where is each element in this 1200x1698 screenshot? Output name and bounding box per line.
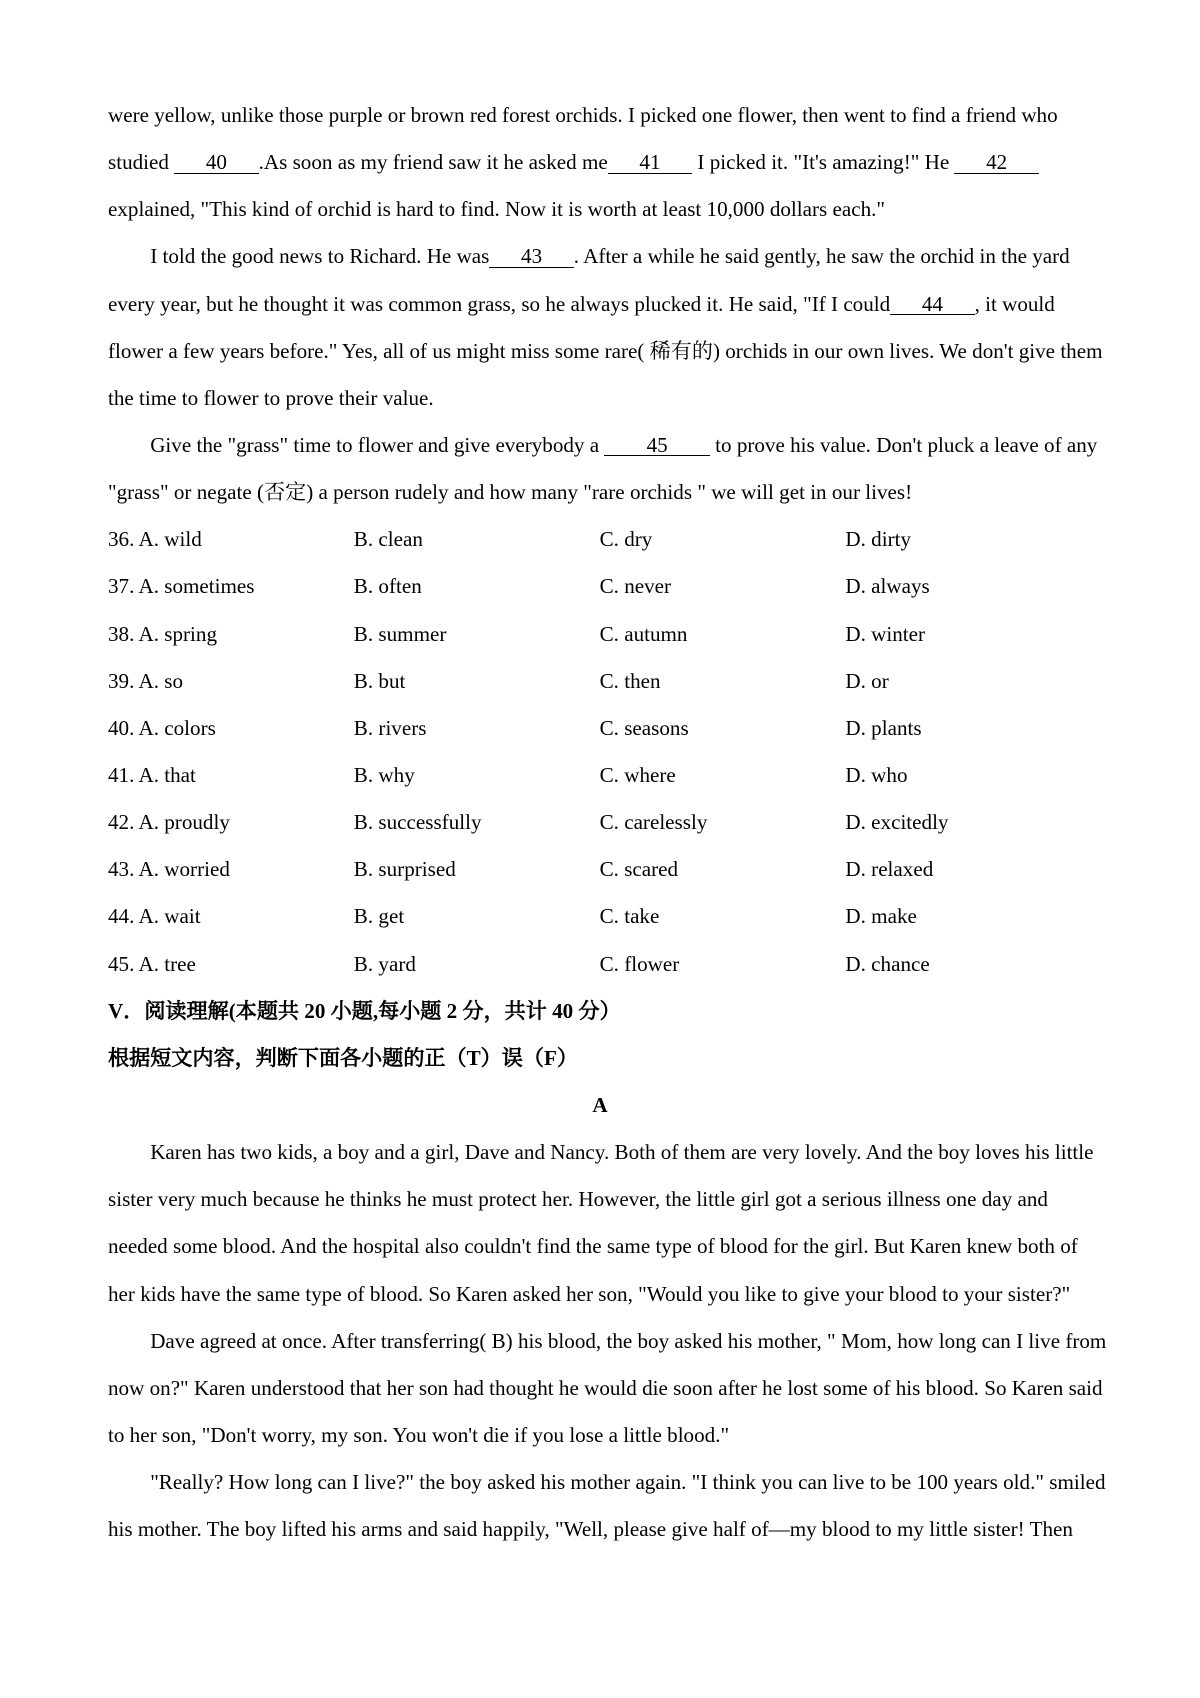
question-number: 41. — [108, 762, 135, 787]
text-segment: Dave agreed at once. After transferring( B) his blood, the boy asked his mother, " Mom, how long can I live from — [150, 1328, 1107, 1353]
option-d: D. chance — [845, 951, 930, 976]
option-cell-d — [845, 846, 1091, 893]
option-row — [108, 893, 1092, 940]
text-segment: the time to flower to prove their value. — [108, 385, 434, 410]
option-a: A. worried — [138, 857, 230, 882]
paragraph — [108, 92, 1092, 233]
text-segment: "Really? How long can I live?" the boy asked his mother again. "I think you can live to be 100 years old." smiled — [150, 1470, 1106, 1495]
text-segment: .As soon as my friend saw it he asked me — [258, 150, 608, 175]
text-line — [108, 1223, 1092, 1270]
option-cell-d — [845, 752, 1091, 799]
option-cell-a — [108, 516, 354, 563]
option-b: B. rivers — [353, 715, 427, 740]
text-segment: Karen has two kids, a boy and a girl, Dave and Nancy. Both of them are very lovely. And the boy loves his little — [150, 1140, 1094, 1165]
cloze-passage — [108, 92, 1103, 516]
option-cell-b — [354, 893, 600, 940]
option-cell-a — [108, 752, 354, 799]
option-b: B. successfully — [353, 810, 482, 835]
text-line — [108, 469, 1092, 516]
option-cell-c — [600, 611, 846, 658]
page-content — [108, 92, 1107, 1553]
option-a: A. sometimes — [138, 574, 255, 599]
text-line — [108, 1459, 1106, 1506]
option-b: B. but — [353, 668, 406, 693]
option-c: C. autumn — [599, 621, 688, 646]
answer-blank: 44 — [890, 295, 974, 315]
paragraph — [108, 422, 1098, 516]
option-cell-c — [600, 846, 846, 893]
option-b: B. surprised — [353, 857, 456, 882]
option-row — [108, 941, 1092, 988]
question-number: 45. — [108, 951, 135, 976]
option-c: C. seasons — [599, 715, 689, 740]
question-number: 36. — [108, 527, 135, 552]
option-b: B. yard — [353, 951, 416, 976]
option-cell-d — [845, 941, 1091, 988]
question-number: 40. — [108, 715, 135, 740]
option-d: D. make — [845, 904, 917, 929]
option-row — [108, 658, 1092, 705]
option-a: A. wait — [138, 904, 201, 929]
text-line — [108, 1318, 1107, 1365]
option-d: D. winter — [845, 621, 926, 646]
option-cell-b — [354, 516, 600, 563]
text-line — [108, 1129, 1092, 1176]
text-line — [108, 92, 1092, 139]
option-cell-a — [108, 846, 354, 893]
question-number: 37. — [108, 574, 135, 599]
option-b: B. why — [353, 762, 415, 787]
option-row — [108, 611, 1092, 658]
option-cell-b — [354, 752, 600, 799]
text-line — [108, 1506, 1092, 1553]
text-segment: flower a few years before." Yes, all of us might miss some rare( 稀有的) orchids in our own lives. We don't give them — [108, 338, 1103, 363]
option-cell-a — [108, 658, 354, 705]
question-number: 44. — [108, 904, 135, 929]
option-cell-b — [354, 799, 600, 846]
option-b: B. often — [353, 574, 422, 599]
option-d: D. relaxed — [845, 857, 934, 882]
question-number: 43. — [108, 857, 135, 882]
text-segment: to her son, "Don't worry, my son. You won't die if you lose a little blood." — [108, 1422, 730, 1447]
option-cell-c — [600, 516, 846, 563]
text-line — [108, 1412, 1092, 1459]
text-line — [108, 375, 1092, 422]
option-cell-b — [354, 611, 600, 658]
option-cell-b — [354, 658, 600, 705]
option-cell-d — [845, 563, 1091, 610]
question-number: 38. — [108, 621, 135, 646]
option-a: A. wild — [138, 527, 202, 552]
option-cell-b — [354, 563, 600, 610]
option-row — [108, 846, 1092, 893]
option-b: B. clean — [353, 527, 423, 552]
option-a: A. proudly — [138, 810, 230, 835]
text-segment: Give the "grass" time to flower and give everybody a — [150, 432, 605, 457]
paragraph — [108, 1459, 1106, 1553]
text-line — [108, 1365, 1103, 1412]
answer-blank: 40 — [174, 153, 258, 173]
option-cell-c — [600, 563, 846, 610]
option-row — [108, 563, 1092, 610]
option-row — [108, 799, 1092, 846]
option-d: D. always — [845, 574, 930, 599]
option-cell-c — [600, 941, 846, 988]
text-segment: explained, "This kind of orchid is hard to find. Now it is worth at least 10,000 dollars each." — [108, 197, 886, 222]
option-c: C. flower — [599, 951, 680, 976]
option-d: D. excitedly — [845, 810, 949, 835]
option-cell-a — [108, 799, 354, 846]
text-segment: her kids have the same type of blood. So Karen asked her son, "Would you like to give your blood to your sister?" — [108, 1281, 1071, 1306]
answer-blank: 42 — [954, 153, 1038, 173]
text-line — [108, 186, 1092, 233]
option-a: A. that — [138, 762, 196, 787]
text-segment: needed some blood. And the hospital also couldn't find the same type of blood for the girl. But Karen knew both of — [108, 1234, 1078, 1259]
option-row — [108, 705, 1092, 752]
option-d: D. or — [845, 668, 889, 693]
option-row — [108, 752, 1092, 799]
option-c: C. take — [599, 904, 660, 929]
section-instruction: 根据短文内容，判断下面各小题的正（T）误（F） — [108, 1045, 578, 1070]
question-number: 42. — [108, 810, 135, 835]
text-segment: his mother. The boy lifted his arms and said happily, "Well, please give half of—my blood to my little sister! Then — [108, 1517, 1073, 1542]
option-d: D. plants — [845, 715, 922, 740]
option-cell-d — [845, 516, 1091, 563]
cloze-options — [108, 516, 1092, 987]
text-line — [108, 328, 1103, 375]
section-heading: V．阅读理解(本题共 20 小题,每小题 2 分，共计 40 分） — [108, 998, 621, 1023]
option-cell-a — [108, 941, 354, 988]
option-cell-d — [845, 799, 1091, 846]
passage-title: A — [592, 1092, 608, 1117]
option-c: C. carelessly — [599, 810, 708, 835]
answer-blank: 45 — [604, 436, 709, 456]
option-c: C. where — [599, 762, 676, 787]
text-segment: "grass" or negate (否定) a person rudely and how many "rare orchids " we will get in our lives! — [108, 480, 913, 505]
option-a: A. tree — [138, 951, 196, 976]
paragraph — [108, 1129, 1092, 1318]
question-number: 39. — [108, 668, 135, 693]
option-c: C. then — [599, 668, 661, 693]
option-cell-d — [845, 893, 1091, 940]
option-a: A. spring — [138, 621, 217, 646]
option-b: B. summer — [353, 621, 447, 646]
passage-a — [108, 1129, 1107, 1553]
option-cell-a — [108, 705, 354, 752]
option-row — [108, 516, 1092, 563]
option-c: C. never — [599, 574, 672, 599]
paragraph — [108, 233, 1103, 422]
option-cell-a — [108, 611, 354, 658]
option-c: C. dry — [599, 527, 653, 552]
text-line — [108, 1176, 1092, 1223]
option-c: C. scared — [599, 857, 679, 882]
text-segment: I told the good news to Richard. He was — [150, 244, 490, 269]
option-cell-c — [600, 658, 846, 705]
text-segment: I picked it. "It's amazing!" He — [692, 150, 955, 175]
option-cell-c — [600, 893, 846, 940]
option-cell-c — [600, 705, 846, 752]
text-segment: every year, but he thought it was common grass, so he always plucked it. He said, "If I could — [108, 291, 891, 316]
option-a: A. so — [138, 668, 184, 693]
option-b: B. get — [353, 904, 405, 929]
text-segment: now on?" Karen understood that her son had thought he would die soon after he lost some of his blood. So Karen said — [108, 1375, 1103, 1400]
text-segment: sister very much because he thinks he must protect her. However, the little girl got a serious illness one day and — [108, 1187, 1048, 1212]
option-cell-d — [845, 611, 1091, 658]
option-cell-a — [108, 563, 354, 610]
text-segment: were yellow, unlike those purple or brown red forest orchids. I picked one flower, then went to find a friend who — [108, 103, 1058, 127]
text-line — [108, 281, 1092, 328]
text-segment: to prove his value. Don't pluck a leave of any — [709, 432, 1098, 457]
option-cell-b — [354, 941, 600, 988]
option-cell-c — [600, 799, 846, 846]
option-a: A. colors — [138, 715, 216, 740]
option-cell-a — [108, 893, 354, 940]
paragraph — [108, 1318, 1107, 1459]
option-cell-d — [845, 658, 1091, 705]
option-cell-c — [600, 752, 846, 799]
text-line — [108, 233, 1092, 280]
text-line — [108, 1271, 1092, 1318]
text-segment: . After a while he said gently, he saw the orchid in the yard — [573, 244, 1070, 269]
answer-blank: 43 — [489, 247, 573, 267]
text-line — [108, 422, 1098, 469]
text-line — [108, 139, 1092, 186]
text-segment: studied — [108, 150, 175, 175]
option-cell-d — [845, 705, 1091, 752]
option-cell-b — [354, 846, 600, 893]
answer-blank: 41 — [608, 153, 692, 173]
option-d: D. dirty — [845, 527, 912, 552]
option-cell-b — [354, 705, 600, 752]
text-segment: , it would — [974, 291, 1055, 316]
option-d: D. who — [845, 762, 908, 787]
